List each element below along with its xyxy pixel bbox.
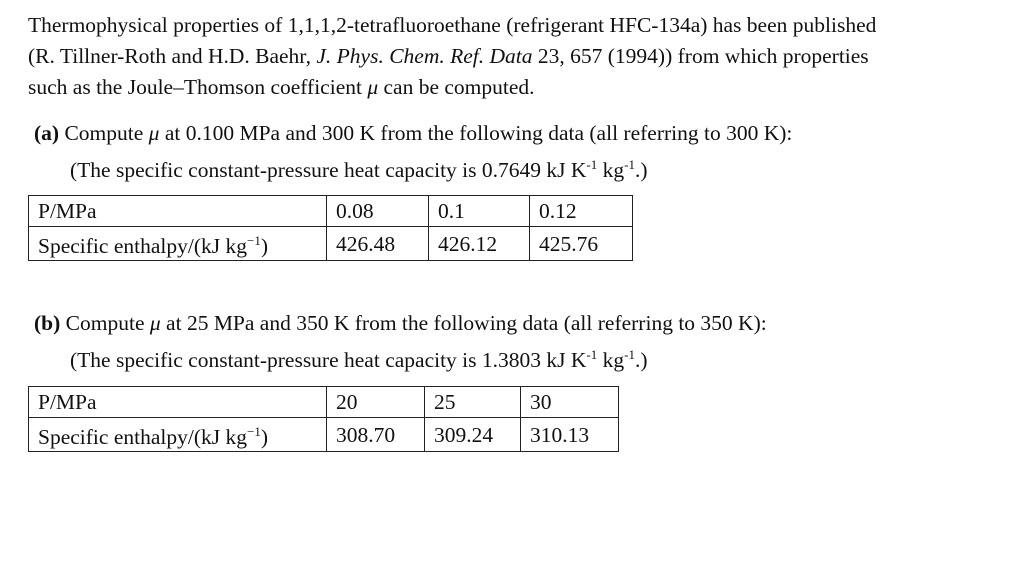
table-cell-header: Specific enthalpy/(kJ $kg^{-1}$) — [29, 418, 327, 452]
intro-line-3-post: can be computed. — [378, 75, 535, 99]
intro-line-3-pre: such as the Joule–Thomson coefficient — [28, 75, 368, 99]
table-cell: 0.08 — [327, 196, 429, 227]
part-a-text-pre: Compute — [59, 121, 149, 145]
mu-symbol: μ — [148, 121, 160, 145]
table-row — [29, 196, 633, 227]
part-a-text-post: at 0.100 MPa and 300 K from the following data (all referring to 300 K): — [159, 121, 793, 145]
mu-symbol: μ — [149, 311, 161, 335]
table-row — [29, 227, 633, 261]
table-row — [29, 418, 619, 452]
intro-line-2-post: 23, 657 (1994)) from which properties — [532, 44, 869, 68]
table-cell-header: P/MPa — [29, 196, 327, 227]
table-cell: 426.48 — [327, 227, 429, 261]
table-cell: 0.1 — [429, 196, 530, 227]
enthalpy-table-b — [28, 386, 619, 452]
table-cell: 30 — [521, 387, 619, 418]
journal-name: J. Phys. Chem. Ref. Data — [316, 44, 533, 68]
enthalpy-table-a — [28, 195, 633, 261]
table-cell: 20 — [327, 387, 425, 418]
table-cell-header: P/MPa — [29, 387, 327, 418]
table-cell: 426.12 — [429, 227, 530, 261]
table-cell: 309.24 — [425, 418, 521, 452]
part-b-text-post: at 25 MPa and 350 K from the following data (all referring to 350 K): — [160, 311, 767, 335]
intro-line-2-pre: (R. Tillner-Roth and H.D. Baehr, — [28, 44, 317, 68]
table-row — [29, 387, 619, 418]
mu-symbol: μ — [367, 75, 379, 99]
table-cell: 0.12 — [530, 196, 633, 227]
part-a-label: (a) — [34, 121, 60, 145]
table-cell-header: Specific enthalpy/(kJ $kg^{-1}$) — [29, 227, 327, 261]
table-cell: 308.70 — [327, 418, 425, 452]
table-cell: 25 — [425, 387, 521, 418]
intro-line-1: Thermophysical properties of 1,1,1,2-tetrafluoroethane (refrigerant HFC-134a) has been published — [28, 13, 877, 37]
part-b-label: (b) — [34, 311, 61, 335]
part-a-question — [34, 118, 994, 186]
table-cell: 425.76 — [530, 227, 633, 261]
part-a-note: (The specific constant-pressure heat capacity is 0.7649 kJ $K^{-1}$ $kg^{-1}$.) — [70, 157, 648, 182]
table-cell: 310.13 — [521, 418, 619, 452]
part-b-text-pre: Compute — [60, 311, 150, 335]
intro-paragraph — [28, 10, 1003, 103]
part-b-question — [34, 308, 994, 376]
part-b-note: (The specific constant-pressure heat capacity is 1.3803 kJ $K^{-1}$ $kg^{-1}$.) — [70, 347, 648, 372]
